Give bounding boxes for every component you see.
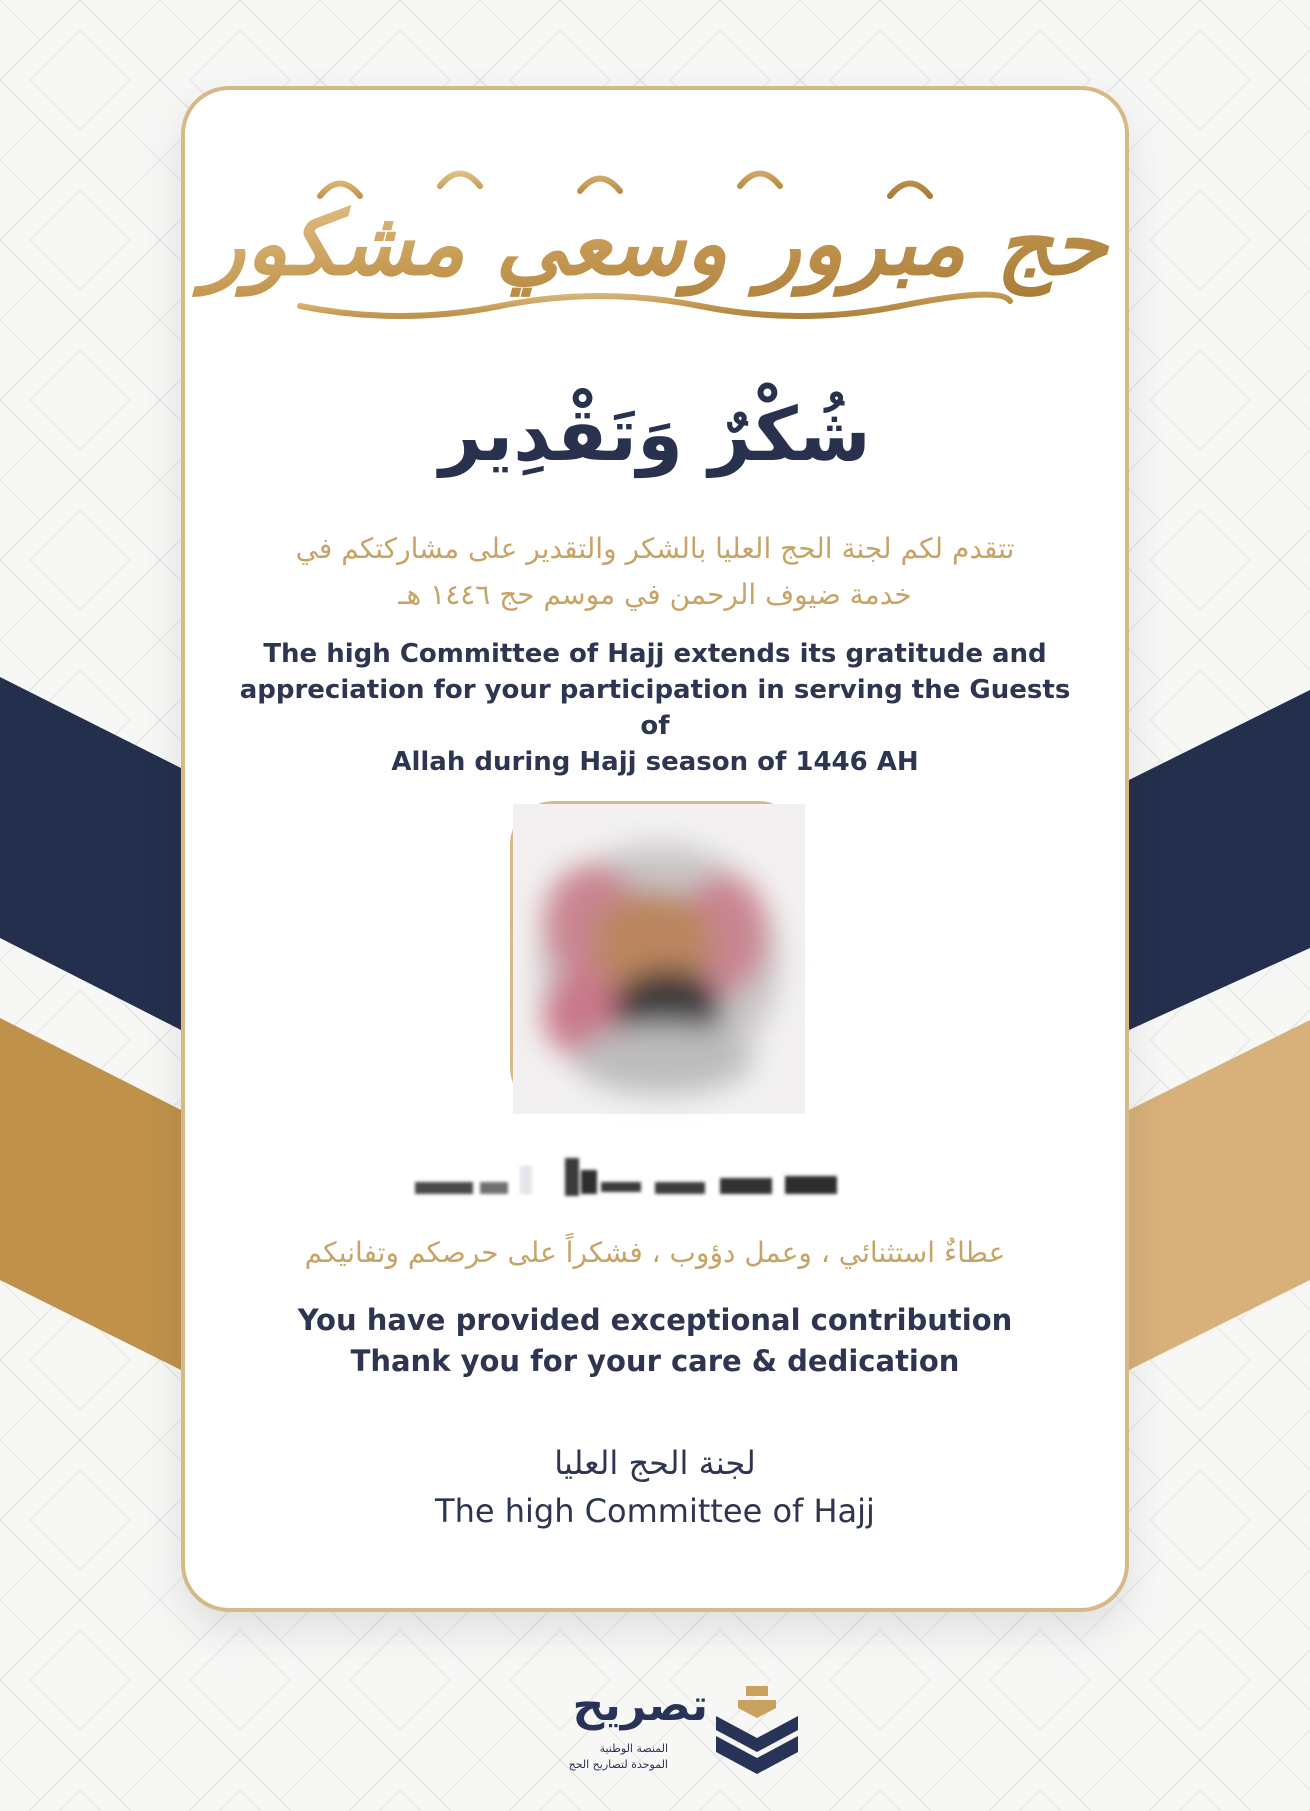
appreciation-english-line-1: You have provided exceptional contribution: [297, 1303, 1013, 1337]
tasreeh-logo: [518, 1680, 798, 1780]
calligraphy-text: حج مبرور وسعي مشكور: [202, 191, 1108, 295]
logo-wordmark: تصريح: [572, 1680, 708, 1731]
intro-english-line-3: Allah during Hajj season of 1446 AH: [391, 747, 919, 777]
appreciation-english: [230, 1300, 1080, 1382]
committee-name-arabic: لجنة الحج العليا: [554, 1444, 756, 1482]
recipient-photo: [510, 801, 802, 1111]
appreciation-arabic: عطاءٌ استثنائي ، وعمل دؤوب ، فشكراً على حرصكم وتفانيكم: [304, 1236, 1006, 1269]
logo-subtitle-line-1: المنصة الوطنية: [599, 1742, 668, 1755]
intro-arabic: [230, 526, 1080, 618]
appreciation-english-line-2: Thank you for your care & dedication: [350, 1344, 960, 1378]
kaaba-chevron-icon: [716, 1686, 798, 1776]
committee-name-english: The high Committee of Hajj: [435, 1492, 875, 1530]
intro-english: [230, 636, 1080, 780]
intro-arabic-line-2: خدمة ضيوف الرحمن في موسم حج ١٤٤٦ هـ: [398, 578, 912, 611]
certificate-title: شُكْرٌ وَتَقْدِير: [439, 392, 871, 478]
logo-subtitle-line-2: الموحدة لتصاريح الحج: [568, 1758, 668, 1771]
intro-english-line-2: appreciation for your participation in serving the Guests of: [239, 675, 1071, 741]
calligraphy-heading: [202, 156, 1108, 346]
recipient-name-redacted: [405, 1152, 865, 1206]
intro-english-line-1: The high Committee of Hajj extends its gratitude and: [263, 639, 1047, 669]
intro-arabic-line-1: تتقدم لكم لجنة الحج العليا بالشكر والتقدير على مشاركتكم في: [295, 532, 1015, 565]
